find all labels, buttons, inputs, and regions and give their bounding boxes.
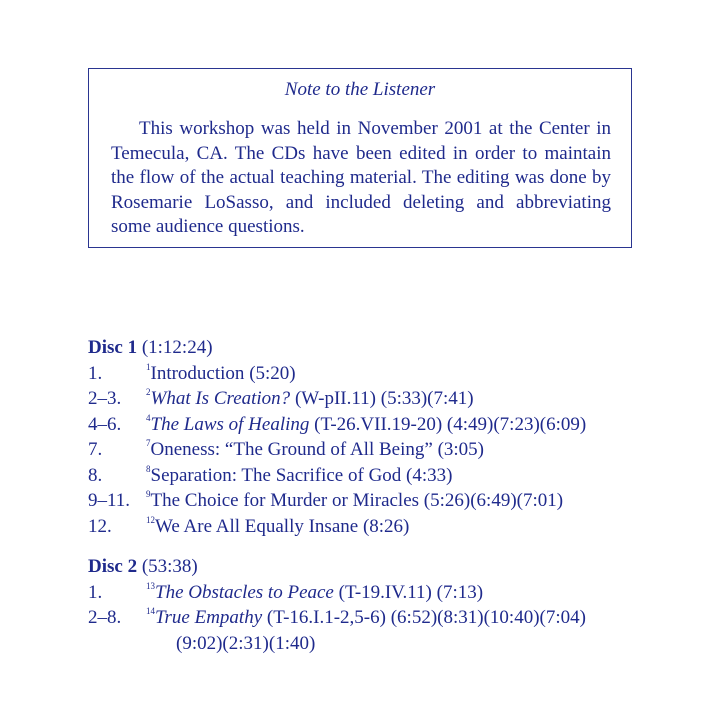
track-number: 1. <box>88 362 103 384</box>
track-title: The Laws of Healing <box>150 413 310 435</box>
track-details: (4:33) <box>401 464 453 486</box>
track-body <box>146 437 484 463</box>
continuation-times: (9:02)(2:31)(1:40) <box>176 632 316 654</box>
track-title: What Is Creation? <box>150 388 291 409</box>
track-details: (T-26.VII.19-20) (4:49)(7:23)(6:09) <box>309 413 587 435</box>
track-row <box>88 463 453 489</box>
track-title: The Obstacles to Peace <box>155 581 334 603</box>
track-row <box>88 514 410 540</box>
track-details: (5:26)(6:49)(7:01) <box>419 490 564 511</box>
disc-1-section <box>88 335 587 539</box>
track-number: 1. <box>88 581 103 603</box>
footnote-marker: 12 <box>146 514 155 525</box>
track-number: 4–6. <box>88 413 122 435</box>
disc-2-track-list <box>88 580 586 631</box>
disc-2-heading <box>88 554 198 580</box>
track-body <box>146 361 296 387</box>
footnote-marker: 4 <box>146 412 151 423</box>
track-title: Oneness: “The Ground of All Being” <box>150 439 433 460</box>
track-details: (5:20) <box>244 362 296 384</box>
track-title: True Empathy <box>155 607 263 628</box>
disc-1-duration: (1:12:24) <box>141 337 213 358</box>
track-title: The Choice for Murder or Miracles <box>150 490 420 511</box>
disc-2-label: Disc 2 <box>88 556 138 577</box>
footnote-marker: 8 <box>146 463 151 474</box>
track-number: 2–8. <box>88 607 122 628</box>
track-body <box>146 488 563 514</box>
note-body: This workshop was held in November 2001 at the Center in Temecula, CA. The CDs have been edited in order to maintain the flow of the actual teaching material. The editing was done by Rosemarie LoSasso, and included deleting and abbreviating some audience questions. <box>111 118 611 237</box>
disc-1-label: Disc 1 <box>88 337 138 358</box>
track-row <box>88 580 484 606</box>
footnote-marker: 7 <box>146 438 151 448</box>
note-title: Note to the Listener <box>284 79 436 100</box>
disc-1-track-list <box>88 361 587 540</box>
track-row <box>88 412 587 438</box>
track-details: (8:26) <box>358 515 410 537</box>
track-row <box>88 361 296 387</box>
footnote-marker: 14 <box>146 606 155 616</box>
footnote-marker: 2 <box>146 387 151 397</box>
track-title: Introduction <box>150 362 245 384</box>
track-row <box>88 386 474 412</box>
disc-1-heading <box>88 335 213 361</box>
footnote-marker: 1 <box>146 361 151 372</box>
track-number: 8. <box>88 464 103 486</box>
track-title: Separation: The Sacrifice of God <box>150 464 402 486</box>
track-details: (3:05) <box>432 439 484 460</box>
disc-2-duration: (53:38) <box>141 556 198 577</box>
disc-2-track-continuation <box>88 631 316 657</box>
track-body <box>146 386 474 412</box>
track-title: We Are All Equally Insane <box>155 515 359 537</box>
track-body <box>146 580 483 606</box>
track-body <box>146 463 452 489</box>
footnote-marker: 9 <box>146 489 151 499</box>
track-details: (T-19.IV.11) (7:13) <box>333 581 484 603</box>
track-number: 9–11. <box>88 490 131 511</box>
track-number: 7. <box>88 439 103 460</box>
note-box <box>88 68 632 248</box>
track-details: (W-pII.11) (5:33)(7:41) <box>290 388 474 409</box>
track-body <box>146 514 409 540</box>
track-details: (T-16.I.1-2,5-6) (6:52)(8:31)(10:40)(7:04) <box>262 607 586 628</box>
track-number: 12. <box>88 515 112 537</box>
track-row <box>88 488 564 514</box>
track-number: 2–3. <box>88 388 122 409</box>
track-body <box>146 412 586 438</box>
track-row <box>88 437 484 463</box>
track-row <box>88 605 586 631</box>
footnote-marker: 13 <box>146 580 155 591</box>
disc-2-section <box>88 554 586 656</box>
track-body <box>146 605 586 631</box>
